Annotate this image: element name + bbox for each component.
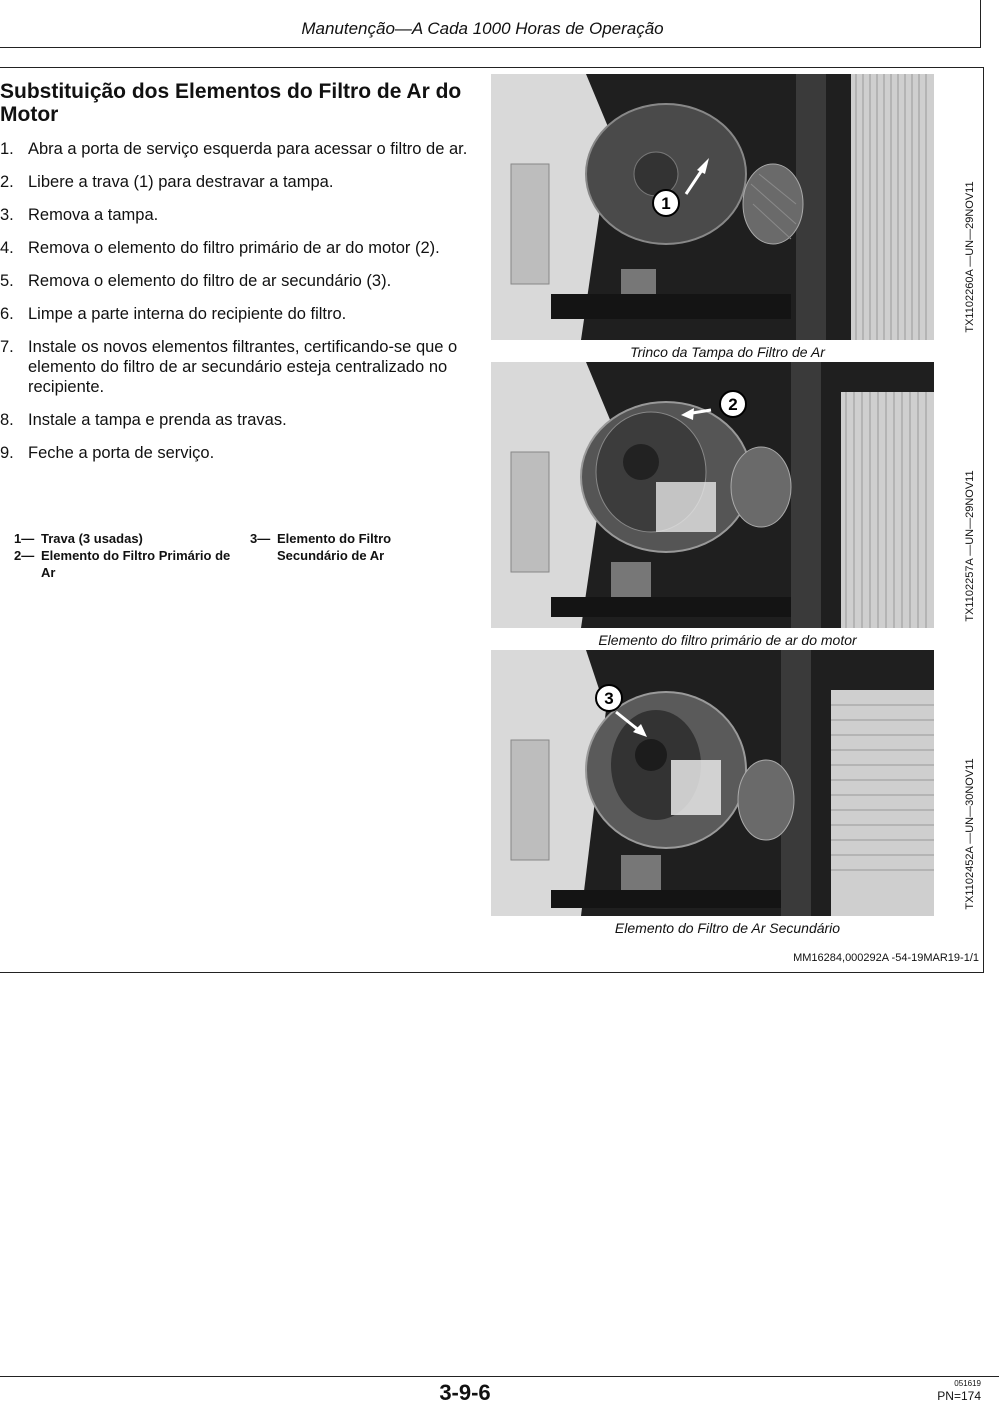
photo-primary-element	[491, 362, 934, 628]
figure-caption: Trinco da Tampa do Filtro de Ar	[630, 344, 825, 360]
running-header: Manutenção—A Cada 1000 Horas de Operação	[301, 19, 664, 38]
page-number: 3-9-6	[439, 1380, 491, 1405]
step-item: 4. Remova o elemento do filtro primário de ar do motor (2).	[0, 239, 440, 257]
footer-pn: PN=174	[937, 1389, 981, 1403]
callout-3-label: 3	[604, 689, 614, 708]
figure-id: TX1102260A —UN—29NOV11	[964, 181, 976, 333]
step-item: 8. Instale a tampa e prenda as travas.	[0, 411, 287, 429]
procedure-steps	[0, 139, 475, 476]
photo-primary-element-image	[491, 362, 934, 628]
step-item: 3. Remova a tampa.	[0, 206, 159, 224]
photo-cover-latch-image	[491, 74, 934, 340]
photo-secondary-element	[491, 650, 934, 916]
footer-rule	[0, 1376, 999, 1377]
legend-item: 3— Elemento do Filtro Secundário de Ar	[250, 531, 392, 563]
figure-id: TX1102257A —UN—29NOV11	[964, 470, 976, 622]
legend-item: 1— Trava (3 usadas)	[14, 531, 143, 546]
step-item: 5. Remova o elemento do filtro de ar secundário (3).	[0, 272, 392, 290]
step-item: 1. Abra a porta de serviço esquerda para acessar o filtro de ar.	[0, 140, 468, 158]
callout-1-label: 1	[661, 194, 671, 213]
document-reference: MM16284,000292A -54-19MAR19-1/1	[793, 952, 979, 964]
figure-caption: Elemento do filtro primário de ar do motor	[598, 632, 857, 648]
figure-caption: Elemento do Filtro de Ar Secundário	[614, 920, 841, 936]
step-item: 2. Libere a trava (1) para destravar a tampa.	[0, 173, 334, 191]
legend-item: 2— Elemento do Filtro Primário de Ar	[14, 548, 231, 580]
footer-code: 051619	[954, 1379, 981, 1388]
step-item: 7. Instale os novos elementos filtrantes, certificando-se que o elemento do filtro de ar secundário esteja centralizado no recipiente.	[0, 338, 458, 396]
figure-id: TX1102452A —UN—30NOV11	[964, 758, 976, 910]
callout-2-label: 2	[728, 395, 738, 414]
section-title: Substituição dos Elementos do Filtro de Ar do Motor	[0, 80, 462, 126]
step-item: 6. Limpe a parte interna do recipiente do filtro.	[0, 305, 347, 323]
photo-cover-latch	[491, 74, 934, 340]
photo-secondary-element-image	[491, 650, 934, 916]
step-item: 9. Feche a porta de serviço.	[0, 444, 215, 462]
